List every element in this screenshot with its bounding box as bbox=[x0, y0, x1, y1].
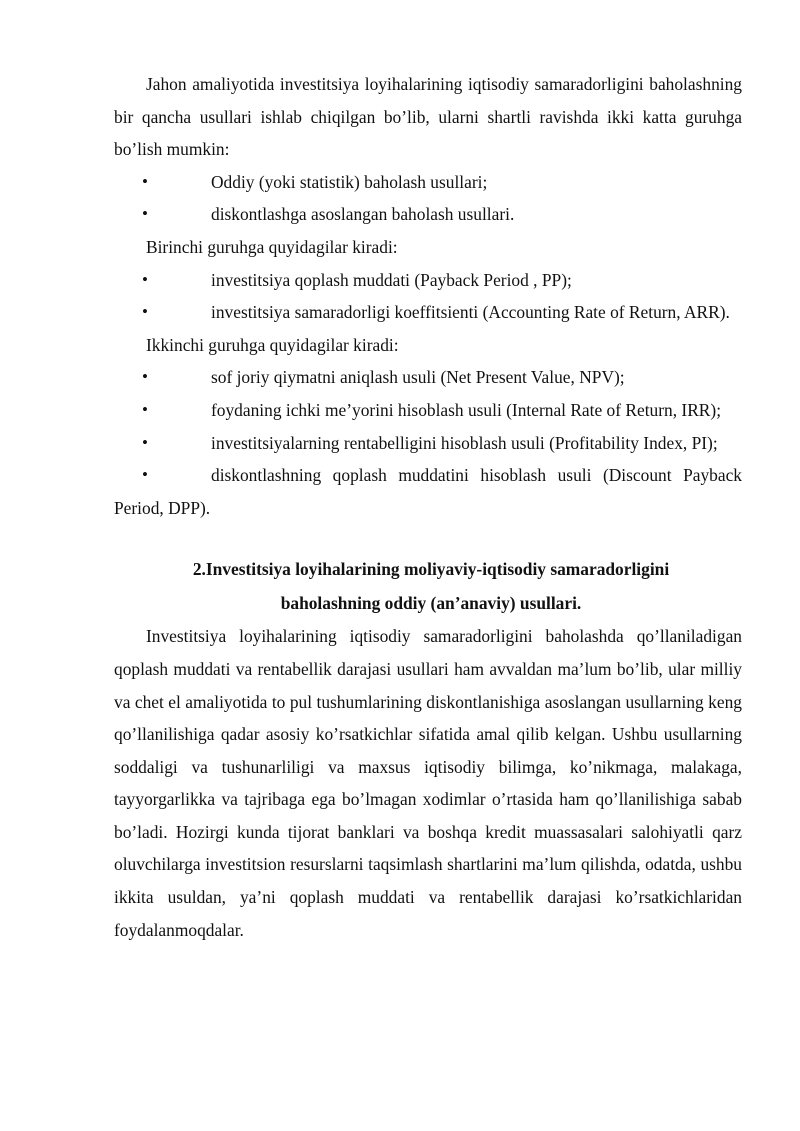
bullet-icon: • bbox=[142, 204, 148, 224]
list-item bbox=[114, 198, 742, 231]
list-item bbox=[114, 264, 742, 297]
list-item-text: investitsiya qoplash muddati (Payback Period , PP); bbox=[211, 269, 572, 290]
bullet-icon: • bbox=[142, 367, 148, 387]
body-paragraph: Investitsiya loyihalarining iqtisodiy samaradorligini baholashda qo’llaniladigan qoplash muddati va rentabellik darajasi usullari ham avvaldan ma’lum bo’lib, ular milliy va chet el amaliyotida to pul tushumlarining diskontlanishiga asoslangan usullarning keng qo’llanilishiga qadar asosiy ko’rsatkichlar sifatida amal qilib kelgan. Ushbu usullarning soddaligi va tushunarliligi va maxsus iqtisodiy bilimga, ko’nikmaga, malakaga, tayyorgarlikka va tajribaga ega bo’lmagan xodimlar o’rtasida ham qo’llanilishiga sabab bo’ladi. Hozirgi kunda tijorat banklari va boshqa kredit muassasalari salohiyatli qarz oluvchilarga investitsion resurslarni taqsimlash shartlarini ma’lum qilishda, odatda, ushbu ikkita usuldan, ya’ni qoplash muddati va rentabellik darajasi ko’rsatkichlaridan foydalanmoqdalar. bbox=[114, 626, 742, 940]
section-heading bbox=[114, 552, 742, 620]
list-item-text: Oddiy (yoki statistik) baholash usullari; bbox=[211, 171, 488, 192]
list-item-text: investitsiyalarning rentabelligini hisoblash usuli (Profitability Index, PI); bbox=[211, 432, 718, 453]
first-group-title: Birinchi guruhga quyidagilar kiradi: bbox=[146, 236, 398, 257]
list-item bbox=[114, 296, 742, 329]
bullet-icon: • bbox=[142, 302, 148, 322]
bullet-icon: • bbox=[142, 171, 148, 191]
list-item bbox=[114, 459, 742, 524]
bullet-icon: • bbox=[142, 432, 148, 452]
section-heading-line: baholashning oddiy (an’anaviy) usullari. bbox=[280, 593, 582, 614]
list-item-text: diskontlashning qoplash muddatini hisoblash usuli (Discount Payback Period, DPP). bbox=[114, 465, 742, 518]
intro-paragraph: Jahon amaliyotida investitsiya loyihalarining iqtisodiy samaradorligini baholashning bir qancha usullari ishlab chiqilgan bo’lib, ularni shartli ravishda ikki katta guruhga bo’lish mumkin: bbox=[114, 74, 742, 160]
list-item bbox=[114, 394, 742, 427]
list-item-text: foydaning ichki me’yorini hisoblash usuli (Internal Rate of Return, IRR); bbox=[211, 399, 722, 420]
bullet-icon: • bbox=[142, 269, 148, 289]
bullet-icon: • bbox=[142, 399, 148, 419]
list-item-text: investitsiya samaradorligi koeffitsienti (Accounting Rate of Return, ARR). bbox=[211, 302, 730, 323]
list-item bbox=[114, 361, 742, 394]
list-item-text: sof joriy qiymatni aniqlash usuli (Net Present Value, NPV); bbox=[211, 367, 625, 388]
second-group-title: Ikkinchi guruhga quyidagilar kiradi: bbox=[146, 334, 399, 355]
list-item-text: diskontlashga asoslangan baholash usullari. bbox=[211, 204, 515, 225]
bullet-icon: • bbox=[142, 465, 148, 485]
list-item bbox=[114, 427, 742, 460]
section-heading-line: 2.Investitsiya loyihalarining moliyaviy-iqtisodiy samaradorligini bbox=[192, 559, 670, 580]
list-item bbox=[114, 166, 742, 199]
